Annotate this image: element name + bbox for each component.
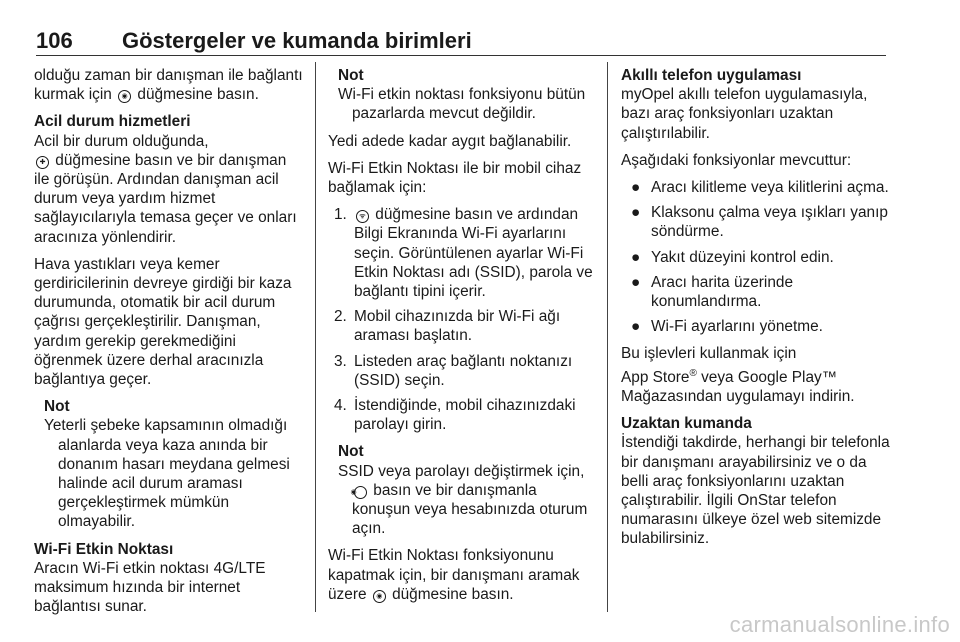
column-1	[34, 66, 304, 624]
header-rule	[36, 55, 886, 56]
paragraph-wifi-speed: Aracın Wi-Fi etkin noktası 4G/LTE maksimum hızında bir internet bağlantısı sunar.	[34, 559, 266, 616]
note-ssid-change: Not SSID veya parolayı değiştirmek için, ◉ basın ve bir danışmanla konuşun veya hesabınızda oturum açın.	[338, 443, 588, 538]
list-item: ● Aracı harita üzerinde konumlandırma.	[631, 273, 794, 311]
column-3	[621, 66, 891, 557]
paragraph-devices: Yedi adede kadar aygıt bağlanabilir.	[328, 132, 572, 150]
list-item: 2. Mobil cihazınızda bir Wi-Fi ağı araması başlatın.	[334, 308, 561, 345]
paragraph-onstar-intro: olduğu zaman bir danışman ile bağlantı kurmak için ◉ düğmesine basın.	[34, 67, 303, 104]
list-item: 3. Listeden araç bağlantı noktanızı (SSID) seçin.	[334, 352, 573, 389]
page-number: 106	[36, 28, 73, 53]
watermark: carmanualsonline.info	[729, 612, 950, 637]
paragraph-myopel: myOpel akıllı telefon uygulamasıyla, bazı araç fonksiyonları uzaktan çalıştırılabilir.	[621, 86, 868, 142]
paragraph-wifi-off: Wi-Fi Etkin Noktası fonksiyonunu kapatmak için, bir danışmanı aramak üzere ◉ düğmesine basın.	[328, 547, 580, 603]
paragraph-app-store: Bu işlevleri kullanmak için App Store® veya Google Play™ Mağazasından uygulamayı indirin.	[621, 345, 855, 405]
note-network-coverage: Not Yeterli şebeke kapsamının olmadığı alanlarda veya kaza anında bir donanım hasarı meydana gelmesi halinde acil durum araması gerçekleştirmek mümkün olmayabilir.	[44, 398, 290, 531]
list-item: ● Wi-Fi ayarlarını yönetme.	[631, 318, 823, 336]
note-wifi-availability: Not Wi-Fi etkin noktası fonksiyonu bütün pazarlarda mevcut değildir.	[338, 67, 586, 123]
onstar-button-icon: ◉	[354, 486, 367, 499]
wifi-hotspot-icon: ᯤ	[356, 210, 369, 223]
heading-emergency-services: Acil durum hizmetleri	[34, 113, 191, 131]
list-item: 4. İstendiğinde, mobil cihazınızdaki parolayı girin.	[334, 397, 576, 434]
page-title: Göstergeler ve kumanda birimleri	[122, 28, 472, 53]
heading-wifi-hotspot: Wi-Fi Etkin Noktası	[34, 540, 174, 558]
column-divider-right	[607, 62, 608, 612]
column-2	[328, 66, 596, 612]
paragraph-connect-intro: Wi-Fi Etkin Noktası ile bir mobil cihaz bağlamak için:	[328, 159, 582, 197]
emergency-button-icon: ✚	[36, 156, 49, 169]
paragraph-remote: İstendiği takdirde, herhangi bir telefonla bir danışmanı arayabilirsiniz ve o da belli araç fonksiyonlarını uzaktan çalıştırabilir. İlgili OnStar telefon numarasını ülkeye özel web sitemizde bulabilirsiniz.	[621, 434, 890, 548]
wifi-steps-list	[328, 205, 596, 434]
paragraph-airbag: Hava yastıkları veya kemer gerdiricilerinin devreye girdiği bir kaza durumunda, otomatik bir acil durum çağrısı gerçekleştirilir. Danışman, yardım gerekip gerekmediğini öğrenmek üzere derhal aracınızla bağlantıya geçer.	[34, 255, 292, 389]
list-item: 1. ᯤ düğmesine basın ve ardından Bilgi Ekranında Wi-Fi ayarlarını seçin. Görüntülenen ayarlar Wi-Fi Etkin Noktası adı (SSID), parola ve bağlantı tipini içerir.	[334, 206, 593, 301]
list-item: ● Yakıt düzeyini kontrol edin.	[631, 248, 834, 266]
list-item: ● Aracı kilitleme veya kilitlerini açma.	[631, 179, 889, 197]
onstar-button-icon: ◉	[118, 90, 131, 103]
list-item: ● Klaksonu çalma veya ışıkları yanıp söndürme.	[631, 204, 888, 241]
heading-remote-control: Uzaktan kumanda	[621, 415, 752, 433]
heading-smartphone-app: Akıllı telefon uygulaması	[621, 67, 802, 84]
column-divider-left	[315, 62, 316, 612]
paragraph-functions-intro: Aşağıdaki fonksiyonlar mevcuttur:	[621, 151, 852, 169]
page-header	[36, 22, 886, 56]
paragraph-emergency: Acil bir durum olduğunda, ✚ düğmesine basın ve bir danışman ile görüşün. Ardından danışman acil durum veya yardım hizmet sağlayıcılarıyla temasa geçer ve onları aracınıza yönlendirir.	[34, 132, 297, 246]
functions-list	[621, 178, 891, 336]
onstar-button-icon: ◉	[373, 590, 386, 603]
